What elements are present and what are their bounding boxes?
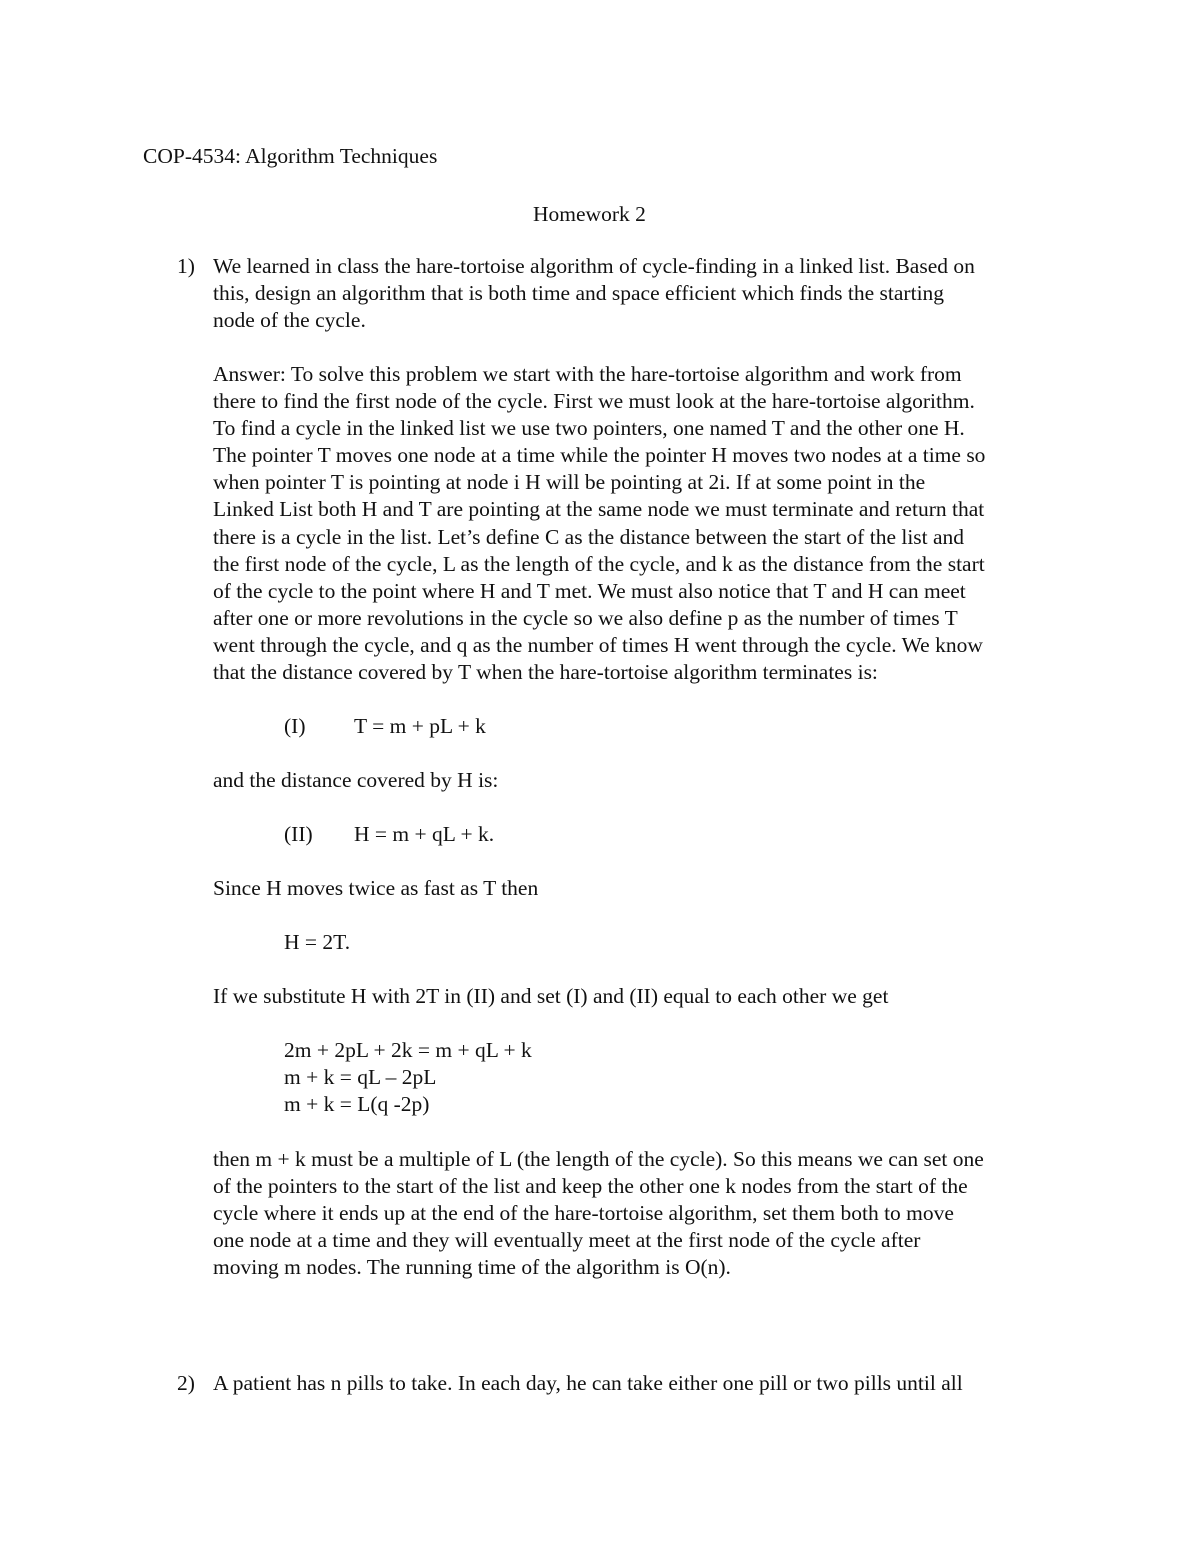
course-title: COP-4534: Algorithm Techniques xyxy=(143,144,438,168)
answer-line: when pointer T is pointing at node i H will be pointing at 2i. If at some point in the xyxy=(213,470,926,495)
substitute-text: If we substitute H with 2T in (II) and set (I) and (II) equal to each other we get xyxy=(213,984,889,1008)
equation-2-label: (II) xyxy=(284,822,313,846)
question-1-number: 1) xyxy=(177,254,195,278)
conclusion-line: moving m nodes. The running time of the algorithm is O(n). xyxy=(213,1255,731,1280)
answer-line: To find a cycle in the linked list we use two pointers, one named T and the other one H. xyxy=(213,416,965,441)
prompt-line: node of the cycle. xyxy=(213,308,366,333)
prompt-line: We learned in class the hare-tortoise algorithm of cycle-finding in a linked list. Based on xyxy=(213,254,975,278)
answer-line: there is a cycle in the list. Let’s define C as the distance between the start of the list and xyxy=(213,524,965,549)
prompt-line: this, design an algorithm that is both time and space efficient which finds the starting xyxy=(213,281,945,306)
derivation-line: m + k = L(q -2p) xyxy=(284,1092,430,1117)
question-1-prompt xyxy=(213,253,1113,334)
derivation xyxy=(284,1037,532,1118)
answer-line: of the cycle to the point where H and T met. We must also notice that T and H can meet xyxy=(213,578,966,603)
conclusion-line: cycle where it ends up at the end of the hare-tortoise algorithm, set them both to move xyxy=(213,1201,954,1226)
question-1-answer xyxy=(213,361,1113,686)
answer-line: The pointer T moves one node at a time while the pointer H moves two nodes at a time so xyxy=(213,443,986,468)
question-2-prompt xyxy=(213,1370,1113,1397)
homework-title: Homework 2 xyxy=(533,202,646,226)
conclusion-line: then m + k must be a multiple of L (the length of the cycle). So this means we can set one xyxy=(213,1147,984,1171)
conclusion-line: of the pointers to the start of the list and keep the other one k nodes from the start of the xyxy=(213,1174,968,1199)
prompt-line: A patient has n pills to take. In each day, he can take either one pill or two pills until all xyxy=(213,1371,963,1395)
conclusion-line: one node at a time and they will eventually meet at the first node of the cycle after xyxy=(213,1228,921,1253)
answer-line: that the distance covered by T when the hare-tortoise algorithm terminates is: xyxy=(213,660,878,685)
answer-line: there to find the first node of the cycle. First we must look at the hare-tortoise algorithm. xyxy=(213,389,975,414)
equation-1-label: (I) xyxy=(284,714,306,738)
question-2-number: 2) xyxy=(177,1371,195,1395)
derivation-line: 2m + 2pL + 2k = m + qL + k xyxy=(284,1038,532,1062)
answer-line: after one or more revolutions in the cycle so we also define p as the number of times T xyxy=(213,605,958,630)
derivation-line: m + k = qL – 2pL xyxy=(284,1065,437,1090)
answer-line: Answer: To solve this problem we start with the hare-tortoise algorithm and work from xyxy=(213,362,962,386)
conclusion xyxy=(213,1146,1113,1281)
answer-line: went through the cycle, and q as the number of times H went through the cycle. We know xyxy=(213,632,983,657)
h-distance-text: and the distance covered by H is: xyxy=(213,768,499,792)
since-text: Since H moves twice as fast as T then xyxy=(213,876,539,900)
answer-line: the first node of the cycle, L as the length of the cycle, and k as the distance from the start xyxy=(213,551,985,576)
answer-line: Linked List both H and T are pointing at the same node we must terminate and return that xyxy=(213,497,985,522)
equation-1: T = m + pL + k xyxy=(354,714,486,738)
equation-2: H = m + qL + k. xyxy=(354,822,495,846)
h-equals-2t-equation: H = 2T. xyxy=(284,930,351,954)
